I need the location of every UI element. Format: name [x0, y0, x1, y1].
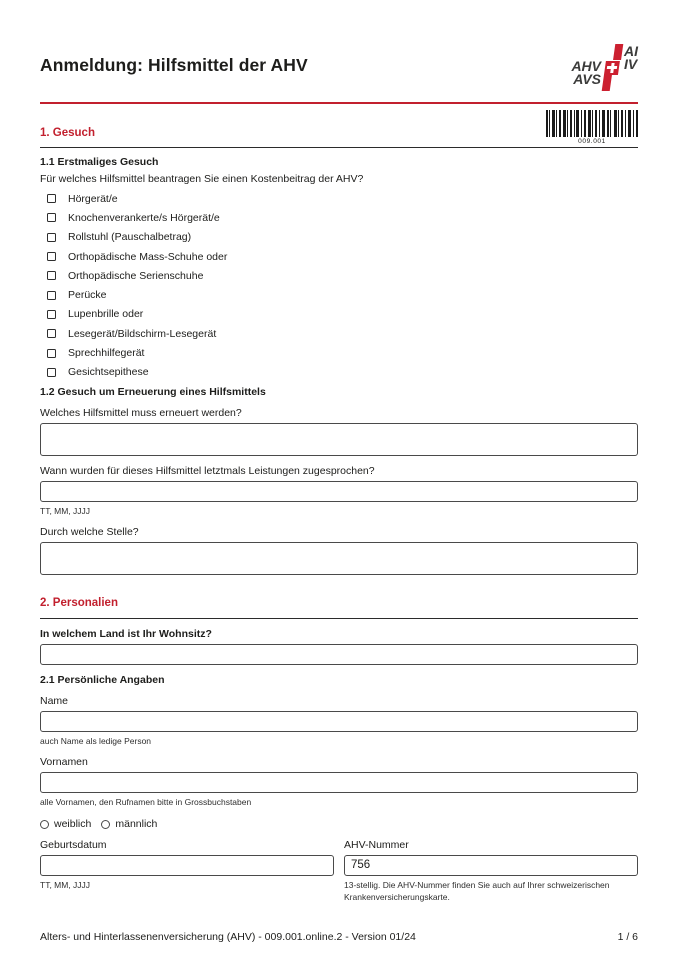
- logo-bar-bottom: [602, 75, 612, 91]
- checkbox-lesegeraet[interactable]: [47, 329, 56, 338]
- ahv-number-hint: 13-stellig. Die AHV-Nummer finden Sie auch auf Ihrer schweizerischen Krankenversicherungskarte.: [344, 879, 610, 902]
- name-hint: auch Name als ledige Person: [40, 735, 152, 746]
- field-label: Wann wurden für dieses Hilfsmittel letztmals Leistungen zugesprochen?: [40, 464, 375, 477]
- field-label: In welchem Land ist Ihr Wohnsitz?: [40, 627, 212, 640]
- option-label: Orthopädische Serienschuhe: [68, 269, 204, 282]
- option-row: [40, 208, 638, 227]
- option-row: [40, 363, 638, 382]
- checkbox-peruecke[interactable]: [47, 291, 56, 300]
- option-row: [40, 189, 638, 208]
- field-label: Geburtsdatum: [40, 838, 107, 851]
- birthdate-format-hint: TT, MM, JJJJ: [40, 879, 91, 890]
- option-row: [40, 266, 638, 285]
- last-granted-input[interactable]: [40, 481, 638, 502]
- section-2-header: [40, 597, 638, 619]
- which-office-input[interactable]: [40, 542, 638, 575]
- firstnames-hint: alle Vornamen, den Rufnamen bitte in Grossbuchstaben: [40, 796, 252, 807]
- option-row: [40, 305, 638, 324]
- gender-label-female: weiblich: [54, 818, 92, 831]
- option-label: Perücke: [68, 289, 107, 302]
- logo-cross-center: [604, 61, 620, 75]
- option-label: Rollstuhl (Pauschalbetrag): [68, 231, 192, 244]
- footer-form-id: Alters- und Hinterlassenenversicherung (AHV) - 009.001.online.2 - Version 01/24: [40, 931, 416, 943]
- option-label: Lesegerät/Bildschirm-Lesegerät: [68, 327, 217, 340]
- subsection-1-1-heading: 1.1 Erstmaliges Gesuch: [40, 156, 159, 168]
- gender-radio-female[interactable]: [40, 820, 49, 829]
- logo-iv-label: IV: [624, 56, 638, 72]
- field-last-granted: [40, 465, 638, 517]
- section-1-header: [40, 104, 638, 148]
- page-footer: [40, 931, 638, 943]
- logo-bar-top: [613, 44, 623, 60]
- form-header: [40, 44, 638, 92]
- barcode-bars: [546, 110, 638, 137]
- logo-avs-label: AVS: [573, 71, 601, 87]
- checkbox-serienschuhe[interactable]: [47, 271, 56, 280]
- section-1-heading: 1. Gesuch: [40, 127, 95, 139]
- option-label: Knochenverankerte/s Hörgerät/e: [68, 211, 220, 224]
- option-row: [40, 228, 638, 247]
- field-birthdate: [40, 839, 334, 903]
- option-row: [40, 247, 638, 266]
- hilfsmittel-options: [40, 189, 638, 382]
- section-2-heading: 2. Personalien: [40, 596, 118, 609]
- barcode: [546, 110, 638, 145]
- birthdate-input[interactable]: [40, 855, 334, 876]
- gender-radio-male[interactable]: [101, 820, 110, 829]
- logo-text-right: [624, 45, 638, 71]
- date-format-hint: TT, MM, JJJJ: [40, 505, 91, 516]
- gender-option-female: [40, 818, 91, 830]
- option-row: [40, 324, 638, 343]
- logo-text-left: [571, 60, 601, 86]
- field-label: Welches Hilfsmittel muss erneuert werden?: [40, 406, 242, 419]
- ahv-number-input[interactable]: [344, 855, 638, 876]
- logo-ai-label: AI: [624, 43, 638, 59]
- swiss-cross-icon: [599, 44, 627, 91]
- residence-country-input[interactable]: [40, 644, 638, 665]
- checkbox-gesichtsepithese[interactable]: [47, 368, 56, 377]
- option-row: [40, 285, 638, 304]
- option-row: [40, 343, 638, 362]
- firstnames-input[interactable]: [40, 772, 638, 793]
- name-input[interactable]: [40, 711, 638, 732]
- field-label: Name: [40, 694, 69, 707]
- field-label: Vornamen: [40, 755, 88, 768]
- field-name: [40, 695, 638, 747]
- gender-radio-row: [40, 818, 638, 831]
- footer-page-number: 1 / 6: [617, 931, 638, 943]
- option-label: Lupenbrille oder: [68, 308, 144, 321]
- field-which-office: [40, 526, 638, 575]
- field-ahv-number: [344, 839, 638, 903]
- checkbox-rollstuhl[interactable]: [47, 233, 56, 242]
- birthdate-ahv-row: [40, 839, 638, 903]
- page-title: Anmeldung: Hilfsmittel der AHV: [40, 55, 308, 75]
- subsection-2-1-heading: 2.1 Persönliche Angaben: [40, 673, 165, 686]
- field-label: Durch welche Stelle?: [40, 525, 139, 538]
- subsection-1-2-heading: 1.2 Gesuch um Erneuerung eines Hilfsmittels: [40, 385, 266, 398]
- field-residence-country: [40, 628, 638, 665]
- field-label: AHV-Nummer: [344, 838, 409, 851]
- option-label: Orthopädische Mass-Schuhe oder: [68, 250, 228, 263]
- gender-label-male: männlich: [115, 818, 158, 831]
- gender-option-male: [101, 818, 157, 830]
- checkbox-sprechhilfegeraet[interactable]: [47, 349, 56, 358]
- checkbox-knochenverankertes-hoergeraet[interactable]: [47, 213, 56, 222]
- logo-ahv-label: AHV: [571, 58, 601, 74]
- hilfsmittel-question: Für welches Hilfsmittel beantragen Sie einen Kostenbeitrag der AHV?: [40, 173, 364, 185]
- field-renew-what: [40, 407, 638, 456]
- checkbox-mass-schuhe[interactable]: [47, 252, 56, 261]
- option-label: Sprechhilfegerät: [68, 347, 145, 360]
- checkbox-lupenbrille[interactable]: [47, 310, 56, 319]
- checkbox-hoergeraet[interactable]: [47, 194, 56, 203]
- ahv-iv-logo: [571, 44, 638, 91]
- option-label: Hörgerät/e: [68, 192, 118, 205]
- barcode-label: 009.001: [578, 138, 606, 145]
- field-firstnames: [40, 756, 638, 808]
- renew-what-input[interactable]: [40, 423, 638, 456]
- option-label: Gesichtsepithese: [68, 366, 149, 379]
